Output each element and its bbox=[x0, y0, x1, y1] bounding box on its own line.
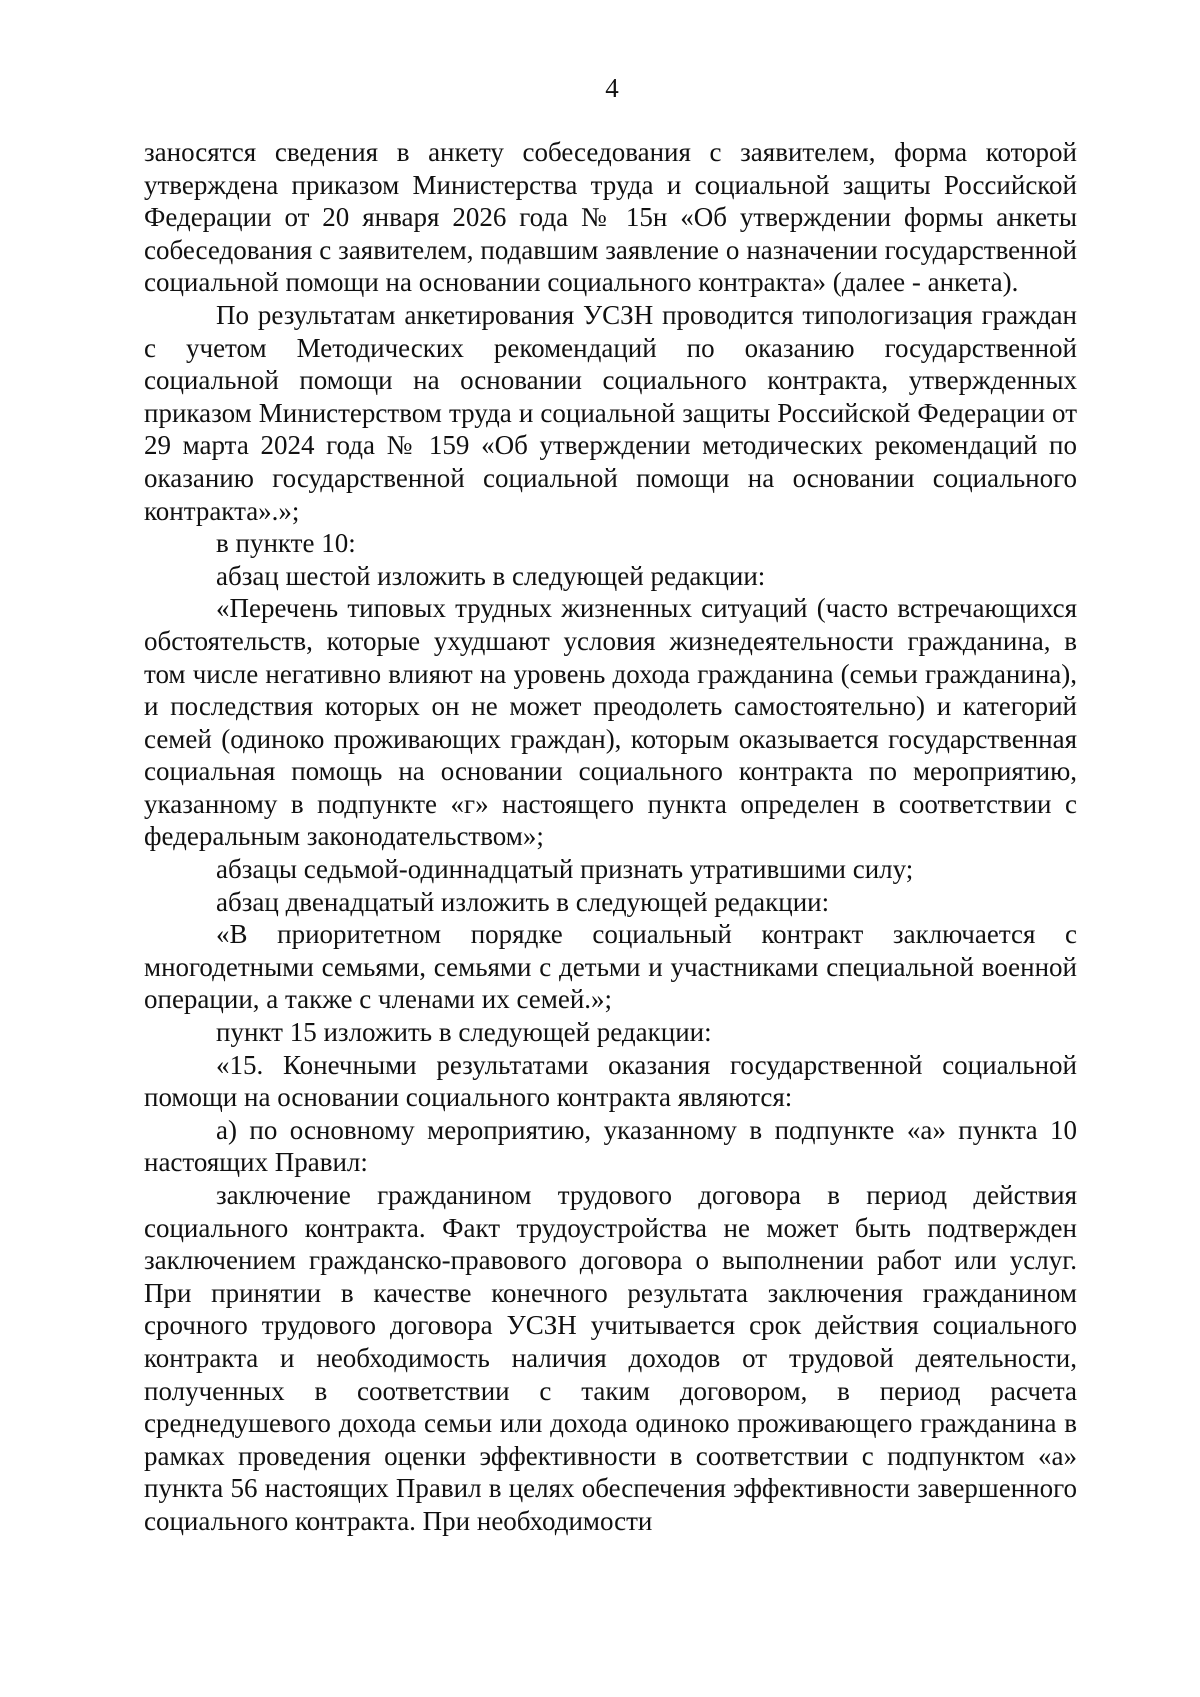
paragraph-priority-order: «В приоритетном порядке социальный контракт заключается с многодетными семьями, семьями с детьми и участниками специальной военной операции, а также с членами их семей.»; bbox=[144, 919, 1077, 1015]
paragraph-repealed: абзацы седьмой-одиннадцатый признать утратившими силу; bbox=[216, 854, 914, 885]
paragraph-clause-15-intro: пункт 15 изложить в следующей редакции: bbox=[216, 1017, 712, 1048]
paragraph-employment-contract: заключение гражданином трудового договора в период действия социального контракта. Факт трудоустройства не может быть подтвержден заключением гражданско-правового договора о выполнении работ или услуг. При принятии в качестве конечного результата заключения гражданином срочного трудового договора УСЗН учитывается срок действия социального контракта и необходимость наличия доходов от трудовой деятельности, полученных в соответствии с таким договором, в период расчета среднедушевого дохода семьи или дохода одиноко проживающего гражданина в рамках проведения оценки эффективности в соответствии с подпунктом «а» пункта 56 настоящих Правил в целях обеспечения эффективности завершенного социального контракта. При необходимости bbox=[144, 1180, 1077, 1536]
paragraph-subclause-a: а) по основному мероприятию, указанному в подпункте «а» пункта 10 настоящих Правил: bbox=[144, 1114, 1077, 1178]
page-number: 4 bbox=[605, 73, 619, 103]
paragraph-typology: По результатам анкетирования УСЗН проводится типологизация граждан с учетом Методических рекомендаций по оказанию государственной социальной помощи на основании социального контракта, утвержденных приказом Министерством труда и социальной защиты Российской Федерации от 29 марта 2024 года № 159 «Об утверждении методических рекомендаций по оказанию государственной социальной помощи на основании социального контракта».»; bbox=[144, 299, 1077, 526]
paragraph-clause-10-intro: в пункте 10: bbox=[216, 528, 356, 559]
document-body bbox=[144, 136, 1077, 1538]
paragraph-clause-15-text: «15. Конечными результатами оказания государственной социальной помощи на основании социального контракта являются: bbox=[144, 1049, 1077, 1113]
paragraph-twelfth-abzac: абзац двенадцатый изложить в следующей редакции: bbox=[216, 886, 830, 917]
paragraph-continuation: заносятся сведения в анкету собеседования с заявителем, форма которой утверждена приказом Министерства труда и социальной защиты Российской Федерации от 20 января 2026 года № 15н «Об утверждении формы анкеты собеседования с заявителем, подавшим заявление о назначении государственной социальной помощи на основании социального контракта» (далее - анкета). bbox=[144, 137, 1077, 298]
paragraph-sixth-abzac: абзац шестой изложить в следующей редакции: bbox=[216, 560, 766, 591]
paragraph-situations-list: «Перечень типовых трудных жизненных ситуаций (часто встречающихся обстоятельств, которые ухудшают условия жизнедеятельности гражданина, в том числе негативно влияют на уровень дохода гражданина (семьи гражданина), и последствия которых он не может преодолеть самостоятельно) и категорий семей (одиноко проживающих граждан), которым оказывается государственная социальная помощь на основании социального контракта по мероприятию, указанному в подпункте «г» настоящего пункта определен в соответствии с федеральным законодательством»; bbox=[144, 593, 1077, 852]
